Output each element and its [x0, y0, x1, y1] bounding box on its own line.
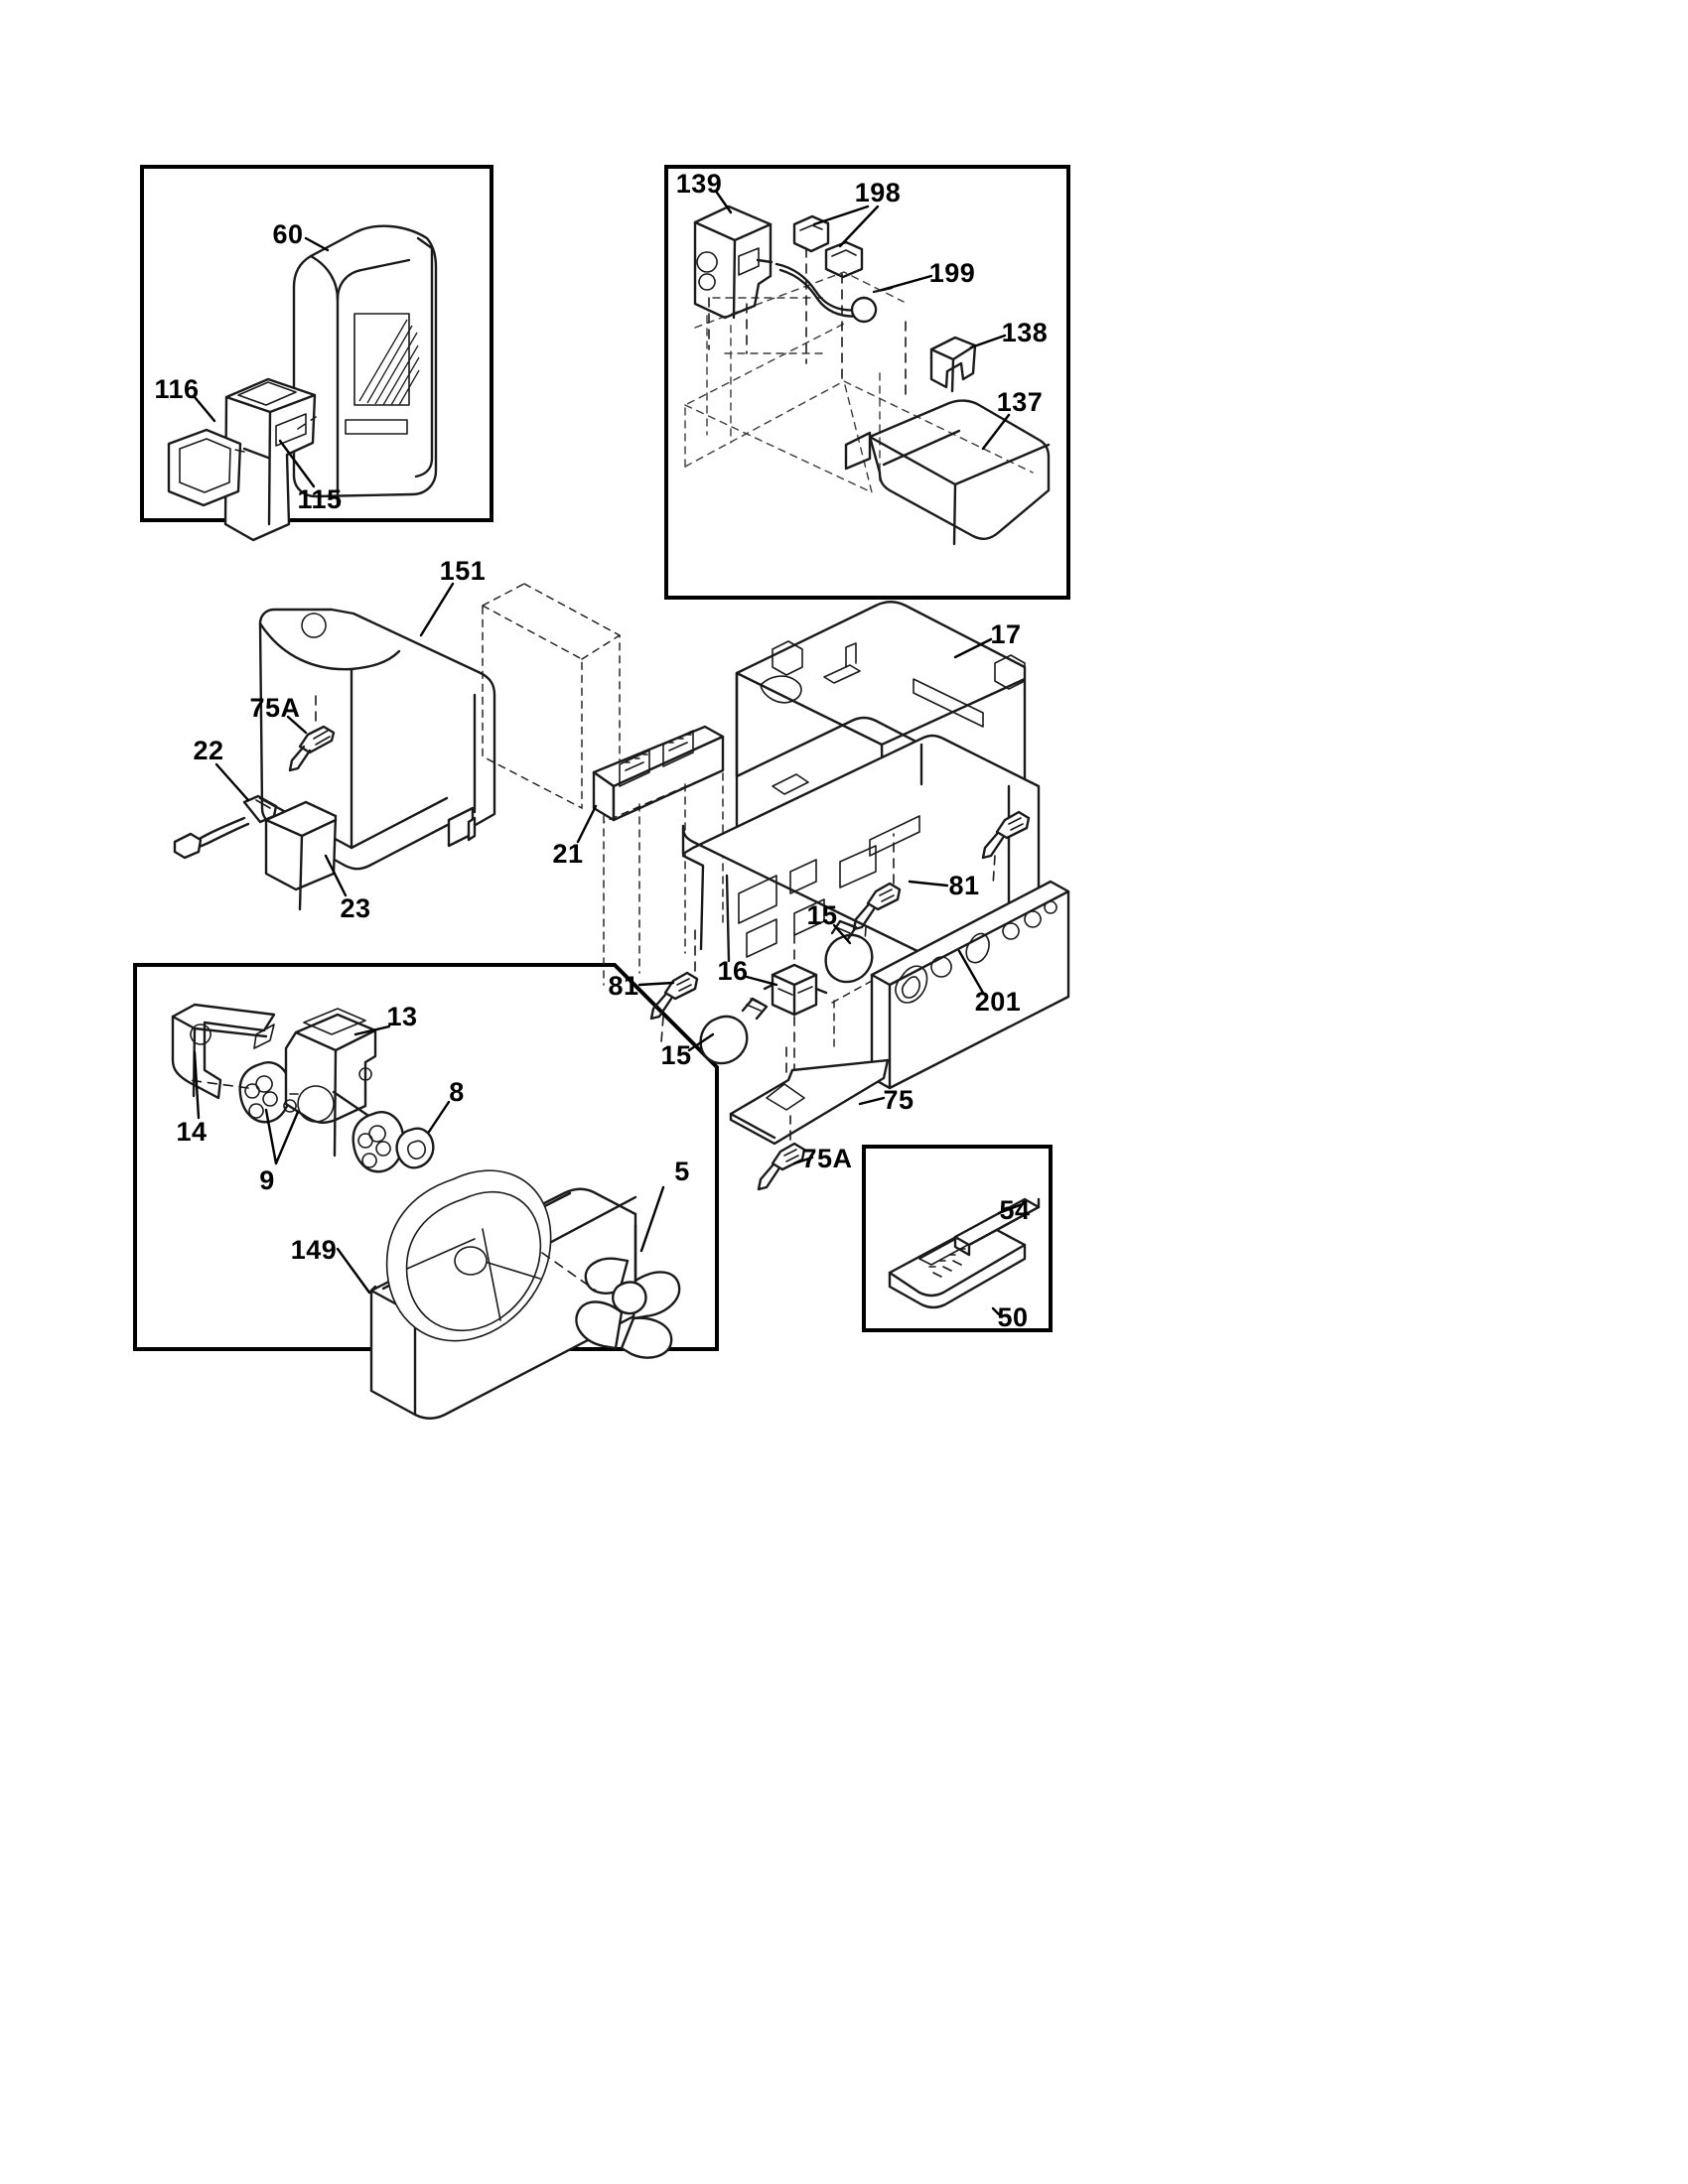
part-9-fan-blade-front — [353, 1112, 404, 1171]
callout-199: 199 — [928, 258, 976, 288]
part-116-gasket — [169, 430, 240, 505]
callout-75: 75 — [883, 1085, 914, 1115]
callout-151: 151 — [439, 556, 487, 586]
callout-116: 116 — [154, 374, 200, 404]
part-139-solenoid — [695, 206, 772, 318]
callout-81-right: 81 — [948, 871, 980, 900]
part-137-ice-bin-chute — [846, 401, 1049, 544]
leader-151 — [421, 584, 453, 635]
callout-5: 5 — [674, 1157, 690, 1186]
callout-16: 16 — [717, 956, 749, 986]
leader-138 — [971, 336, 1005, 347]
part-75A-screw-bottom — [759, 1144, 804, 1189]
leader-60 — [306, 238, 328, 250]
callout-15-upper: 15 — [806, 900, 838, 930]
callout-60: 60 — [272, 219, 304, 249]
ghost-151-mount — [483, 606, 582, 808]
callout-13: 13 — [386, 1002, 418, 1031]
part-16-lamp-socket — [765, 965, 826, 1015]
callout-138: 138 — [1001, 318, 1049, 347]
callout-198: 198 — [854, 178, 902, 207]
part-17-control-housing — [683, 602, 1039, 961]
callout-21: 21 — [552, 839, 584, 869]
leader-22 — [216, 764, 248, 800]
part-138-bracket — [931, 338, 975, 391]
callout-137: 137 — [996, 387, 1044, 417]
part-21-display-board — [594, 727, 723, 820]
part-60-dispenser-front — [294, 226, 436, 506]
callout-75A-top: 75A — [249, 693, 301, 723]
callout-17: 17 — [990, 619, 1022, 649]
callout-75A-bottom: 75A — [801, 1144, 853, 1173]
callout-15-lower: 15 — [660, 1040, 692, 1070]
callout-139: 139 — [675, 169, 723, 199]
drop-81-left — [661, 1017, 663, 1042]
part-15-lamp-lower — [701, 999, 767, 1063]
callout-9: 9 — [259, 1165, 275, 1195]
callout-8: 8 — [449, 1077, 465, 1107]
callout-50: 50 — [997, 1302, 1029, 1332]
callout-201: 201 — [974, 987, 1022, 1017]
leader-21 — [578, 806, 596, 842]
leader-149 — [338, 1249, 369, 1293]
leader-75 — [860, 1098, 884, 1104]
callout-81-left: 81 — [608, 971, 639, 1001]
callout-22: 22 — [193, 736, 224, 765]
callout-14: 14 — [176, 1117, 208, 1147]
part-8-washer — [397, 1129, 434, 1168]
part-81-screw-left — [651, 973, 697, 1019]
callout-115: 115 — [297, 484, 343, 514]
part-9-fan-blade-rear — [240, 1062, 291, 1122]
callout-54: 54 — [999, 1195, 1031, 1225]
part-149-fan-shroud — [371, 1170, 635, 1419]
leader-5 — [641, 1187, 663, 1251]
leader-81-left — [639, 983, 673, 985]
leader-199 — [882, 276, 931, 290]
callout-149: 149 — [290, 1235, 338, 1265]
part-198-clips — [794, 216, 862, 277]
leader-8 — [429, 1102, 449, 1132]
callout-23: 23 — [340, 893, 371, 923]
part-22-wire-harness — [175, 796, 276, 858]
